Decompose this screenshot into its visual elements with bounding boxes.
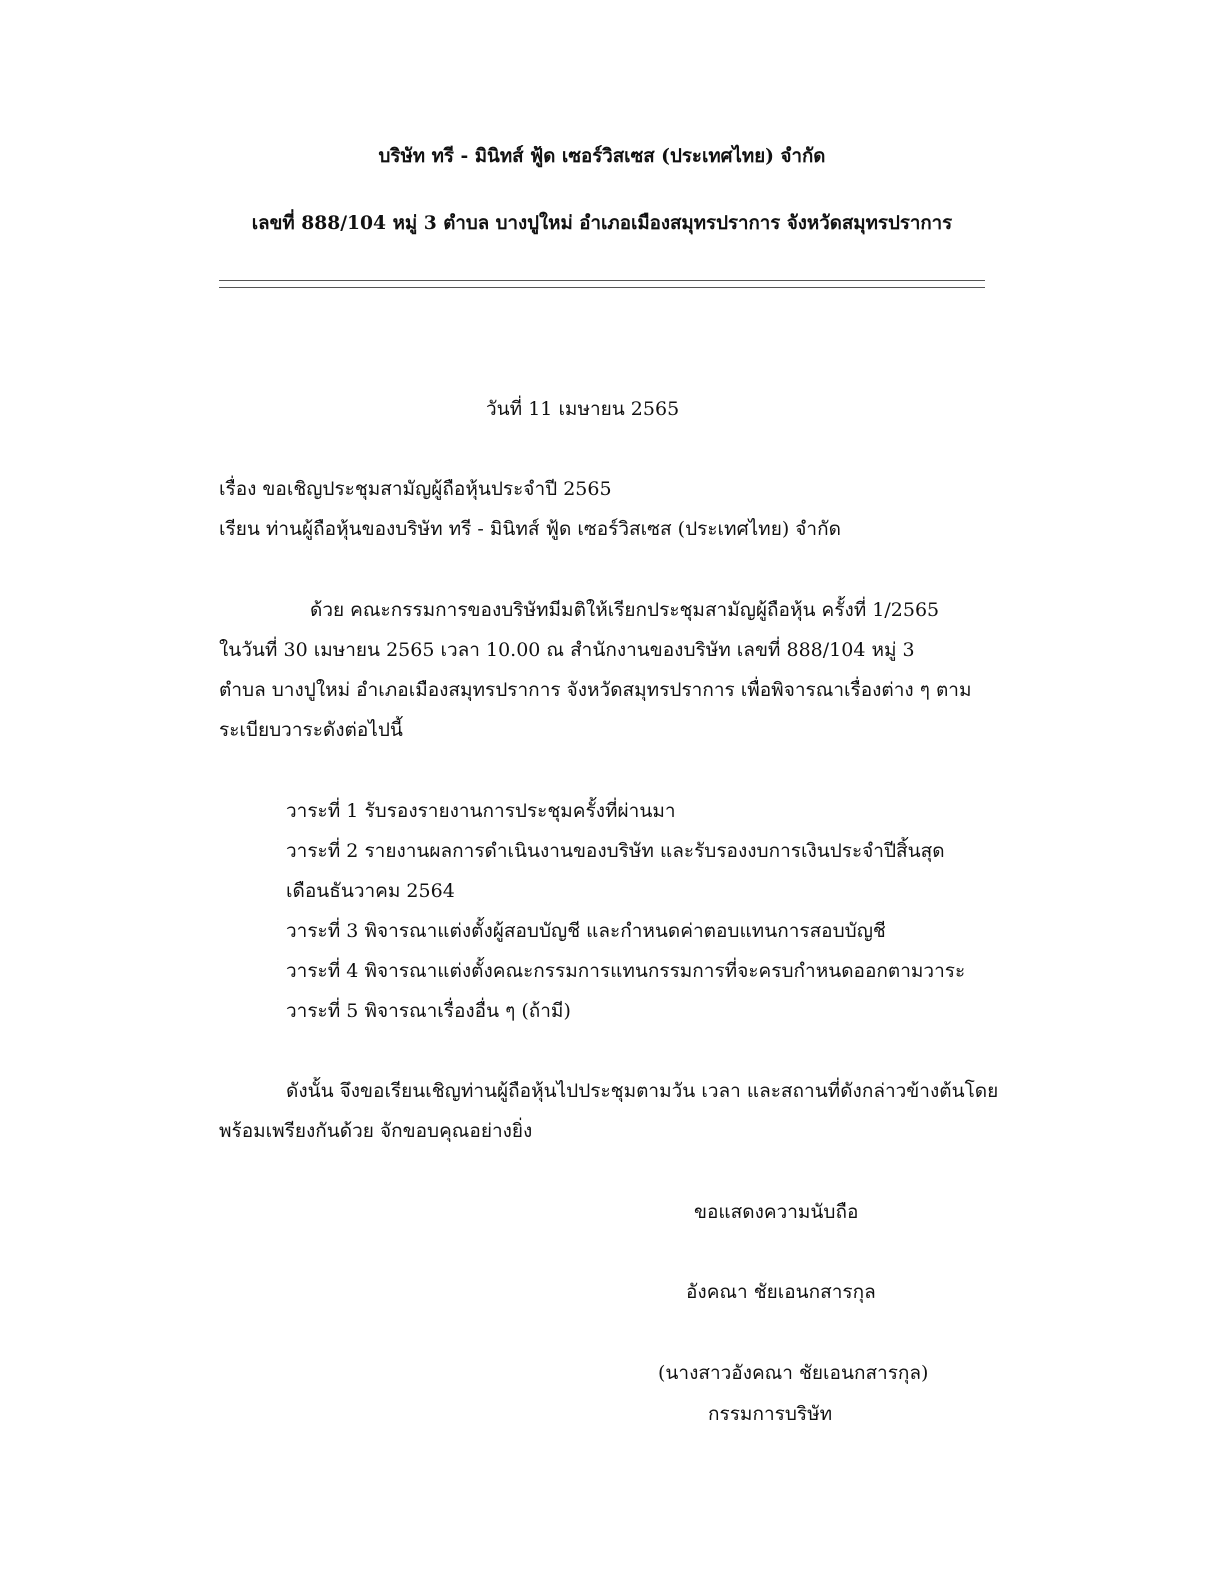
letter-subject: เรื่อง ขอเชิญประชุมสามัญผู้ถือหุ้นประจำปี 2565 [219, 478, 612, 500]
agenda-item-2-continued: เดือนธันวาคม 2564 [286, 880, 455, 902]
closing-line-1: ดังนั้น จึงขอเรียนเชิญท่านผู้ถือหุ้นไปประชุมตามวัน เวลา และสถานที่ดังกล่าวข้างต้นโดย [286, 1080, 999, 1102]
body-line-4: ระเบียบวาระดังต่อไปนี้ [219, 719, 403, 741]
company-name: บริษัท ทรี - มินิทส์ ฟู้ด เซอร์วิสเซส (ประเทศไทย) จำกัด [378, 145, 826, 167]
signature-title: กรรมการบริษัท [708, 1403, 833, 1425]
header-divider [219, 280, 985, 288]
agenda-item-3: วาระที่ 3 พิจารณาแต่งตั้งผู้สอบบัญชี และกำหนดค่าตอบแทนการสอบบัญชี [286, 920, 886, 942]
body-line-2: ในวันที่ 30 เมษายน 2565 เวลา 10.00 ณ สำนักงานของบริษัท เลขที่ 888/104 หมู่ 3 [219, 639, 915, 661]
body-line-1: ด้วย คณะกรรมการของบริษัทมีมติให้เรียกประชุมสามัญผู้ถือหุ้น ครั้งที่ 1/2565 [310, 599, 940, 621]
closing-line-2: พร้อมเพรียงกันด้วย จักขอบคุณอย่างยิ่ง [219, 1120, 533, 1142]
letter-date: วันที่ 11 เมษายน 2565 [486, 398, 680, 420]
signature-signed-name: อังคณา ชัยเอนกสารกุล [686, 1281, 876, 1303]
letter-recipient: เรียน ท่านผู้ถือหุ้นของบริษัท ทรี - มินิทส์ ฟู้ด เซอร์วิสเซส (ประเทศไทย) จำกัด [219, 518, 841, 540]
company-address: เลขที่ 888/104 หมู่ 3 ตำบล บางปูใหม่ อำเภอเมืองสมุทรปราการ จังหวัดสมุทรปราการ [251, 212, 953, 234]
signature-printed-name: (นางสาวอังคณา ชัยเอนกสารกุล) [658, 1362, 929, 1384]
body-line-3: ตำบล บางปูใหม่ อำเภอเมืองสมุทรปราการ จังหวัดสมุทรปราการ เพื่อพิจารณาเรื่องต่าง ๆ ตาม [219, 679, 972, 701]
agenda-item-4: วาระที่ 4 พิจารณาแต่งตั้งคณะกรรมการแทนกรรมการที่จะครบกำหนดออกตามวาระ [286, 960, 966, 982]
agenda-item-5: วาระที่ 5 พิจารณาเรื่องอื่น ๆ (ถ้ามี) [286, 1000, 571, 1022]
agenda-item-1: วาระที่ 1 รับรองรายงานการประชุมครั้งที่ผ่านมา [286, 800, 676, 822]
signature-salutation: ขอแสดงความนับถือ [694, 1201, 859, 1223]
agenda-item-2: วาระที่ 2 รายงานผลการดำเนินงานของบริษัท และรับรองงบการเงินประจำปีสิ้นสุด [286, 840, 945, 862]
